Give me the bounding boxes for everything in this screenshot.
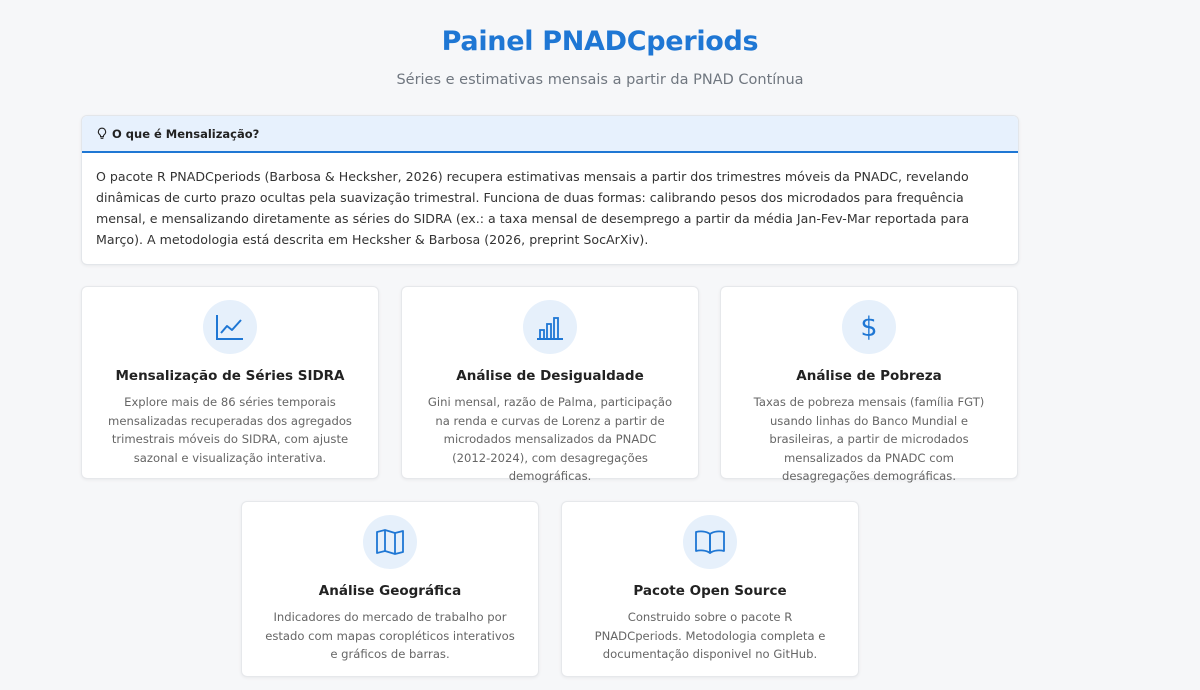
bar-chart-icon — [535, 313, 565, 341]
card-description: Gini mensal, razão de Palma, participação na renda e curvas de Lorenz a partir de microdados mensalizados da PNADC (2012-2024), com desagregações demográficas. — [427, 395, 673, 483]
map-icon — [375, 528, 405, 556]
page-title: Painel PNADCperiods — [441, 26, 759, 57]
card-icon-wrapper — [203, 300, 257, 354]
card-geographic[interactable] — [241, 501, 539, 677]
dollar-icon: $ — [860, 311, 878, 343]
card-icon-wrapper — [842, 300, 896, 354]
card-description: Indicadores do mercado de trabalho por estado com mapas coropléticos interativos e gráficos de barras. — [265, 610, 515, 661]
card-sidra-series[interactable] — [81, 286, 379, 479]
card-description: Taxas de pobreza mensais (família FGT) usando linhas do Banco Mundial e brasileiras, a partir de microdados mensalizados da PNADC com desagregações demográficas. — [753, 395, 985, 483]
card-icon-wrapper — [523, 300, 577, 354]
card-open-source[interactable] — [561, 501, 859, 677]
card-title: Análise Geográfica — [318, 583, 462, 599]
info-panel-text: O pacote R PNADCperiods (Barbosa & Hecksher, 2026) recupera estimativas mensais a partir dos trimestres móveis da PNADC, revelando dinâmicas de curto prazo ocultas pela suavização trimestral. Funciona de duas formas: calibrando pesos dos microdados para frequência mensal, e mensalizando diretamente as séries do SIDRA (ex.: a taxa mensal de desemprego a partir da média Jan-Fev-Mar reportada para Março). A metodologia está descrita em Hecksher & Barbosa (2026, preprint SocArXiv). — [96, 169, 970, 247]
card-description: Construido sobre o pacote R PNADCperiods. Metodologia completa e documentação disponivel no GitHub. — [594, 610, 826, 661]
info-panel-title: O que é Mensalização? — [112, 126, 260, 141]
card-title: Pacote Open Source — [633, 583, 787, 599]
card-title: Mensalização de Séries SIDRA — [115, 368, 345, 384]
card-title: Análise de Pobreza — [796, 368, 942, 384]
line-chart-icon — [215, 313, 245, 341]
card-inequality[interactable] — [401, 286, 699, 483]
card-icon-wrapper — [683, 515, 737, 569]
card-icon-wrapper — [363, 515, 417, 569]
lightbulb-icon — [96, 127, 108, 140]
card-description: Explore mais de 86 séries temporais mensalizadas recuperadas dos agregados trimestrais móveis do SIDRA, com ajuste sazonal e visualização interativa. — [108, 395, 352, 465]
page-subtitle: Séries e estimativas mensais a partir da PNAD Contínua — [396, 72, 804, 88]
card-title: Análise de Desigualdade — [456, 368, 644, 384]
info-panel-header — [82, 116, 1018, 153]
open-book-icon — [694, 529, 726, 555]
info-panel — [81, 115, 1019, 265]
card-poverty[interactable] — [720, 286, 1018, 483]
